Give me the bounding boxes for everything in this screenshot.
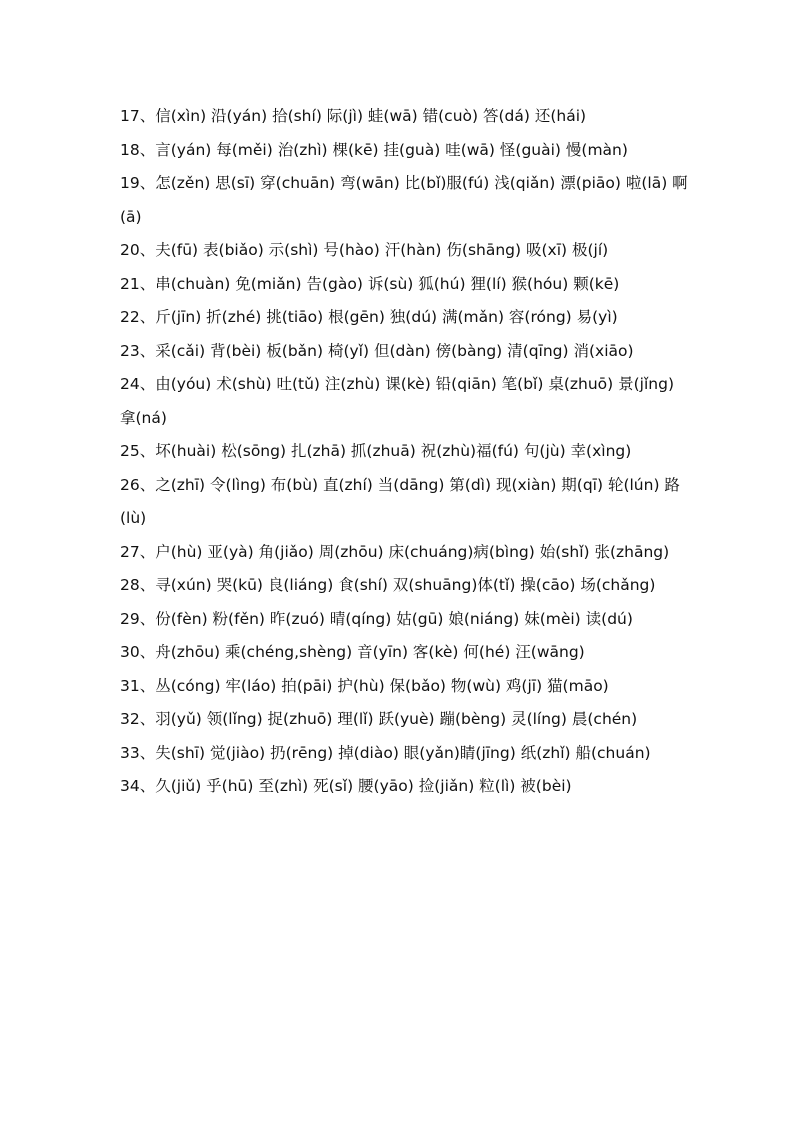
- entry-19: 19、怎(zěn) 思(sī) 穿(chuān) 弯(wān) 比(bǐ)服(fú) 浅(qiǎn) 漂(piāo) 啦(lā) 啊(ā): [120, 174, 688, 226]
- entry-25: 25、坏(huài) 松(sōng) 扎(zhā) 抓(zhuā) 祝(zhù)福(fú) 句(jù) 幸(xìng): [120, 442, 632, 460]
- entry-17: 17、信(xìn) 沿(yán) 拾(shí) 际(jì) 蛙(wā) 错(cuò) 答(dá) 还(hái): [120, 107, 587, 125]
- entry-27: 27、户(hù) 亚(yà) 角(jiǎo) 周(zhōu) 床(chuáng)病(bìng) 始(shǐ) 张(zhāng): [120, 542, 670, 561]
- entry-32: 32、羽(yǔ) 领(lǐng) 捉(zhuō) 理(lǐ) 跃(yuè) 蹦(bèng) 灵(líng) 晨(chén): [120, 710, 638, 728]
- entry-34: 34、久(jiǔ) 乎(hū) 至(zhì) 死(sǐ) 腰(yāo) 捡(jiǎn) 粒(lì) 被(bèi): [120, 777, 572, 795]
- vocabulary-list: [120, 100, 688, 804]
- entry-23: 23、采(cǎi) 背(bèi) 板(bǎn) 椅(yǐ) 但(dàn) 傍(bàng) 清(qīng) 消(xiāo): [120, 341, 634, 360]
- entry-24: 24、由(yóu) 术(shù) 吐(tǔ) 注(zhù) 课(kè) 铅(qiān) 笔(bǐ) 桌(zhuō) 景(jǐng) 拿(ná): [120, 375, 674, 427]
- entry-26: 26、之(zhī) 令(lìng) 布(bù) 直(zhí) 当(dāng) 第(dì) 现(xiàn) 期(qī) 轮(lún) 路(lù): [120, 475, 680, 527]
- entry-33: 33、失(shī) 觉(jiào) 扔(rēng) 掉(diào) 眼(yǎn)睛(jīng) 纸(zhǐ) 船(chuán): [120, 743, 651, 762]
- entry-29: 29、份(fèn) 粉(fěn) 昨(zuó) 晴(qíng) 姑(gū) 娘(niáng) 妹(mèi) 读(dú): [120, 609, 633, 628]
- entry-18: 18、言(yán) 每(měi) 治(zhì) 棵(kē) 挂(guà) 哇(wā) 怪(guài) 慢(màn): [120, 140, 628, 159]
- entry-31: 31、丛(cóng) 牢(láo) 拍(pāi) 护(hù) 保(bǎo) 物(wù) 鸡(jī) 猫(māo): [120, 676, 609, 695]
- entry-28: 28、寻(xún) 哭(kū) 良(liáng) 食(shí) 双(shuāng)体(tǐ) 操(cāo) 场(chǎng): [120, 576, 656, 594]
- entry-22: 22、斤(jīn) 折(zhé) 挑(tiāo) 根(gēn) 独(dú) 满(mǎn) 容(róng) 易(yì): [120, 308, 618, 326]
- entry-21: 21、串(chuàn) 免(miǎn) 告(gào) 诉(sù) 狐(hú) 狸(lí) 猴(hóu) 颗(kē): [120, 274, 620, 293]
- entry-20: 20、夫(fū) 表(biǎo) 示(shì) 号(hào) 汗(hàn) 伤(shāng) 吸(xī) 极(jí): [120, 241, 609, 259]
- entry-30: 30、舟(zhōu) 乘(chéng,shèng) 音(yīn) 客(kè) 何(hé) 汪(wāng): [120, 643, 585, 661]
